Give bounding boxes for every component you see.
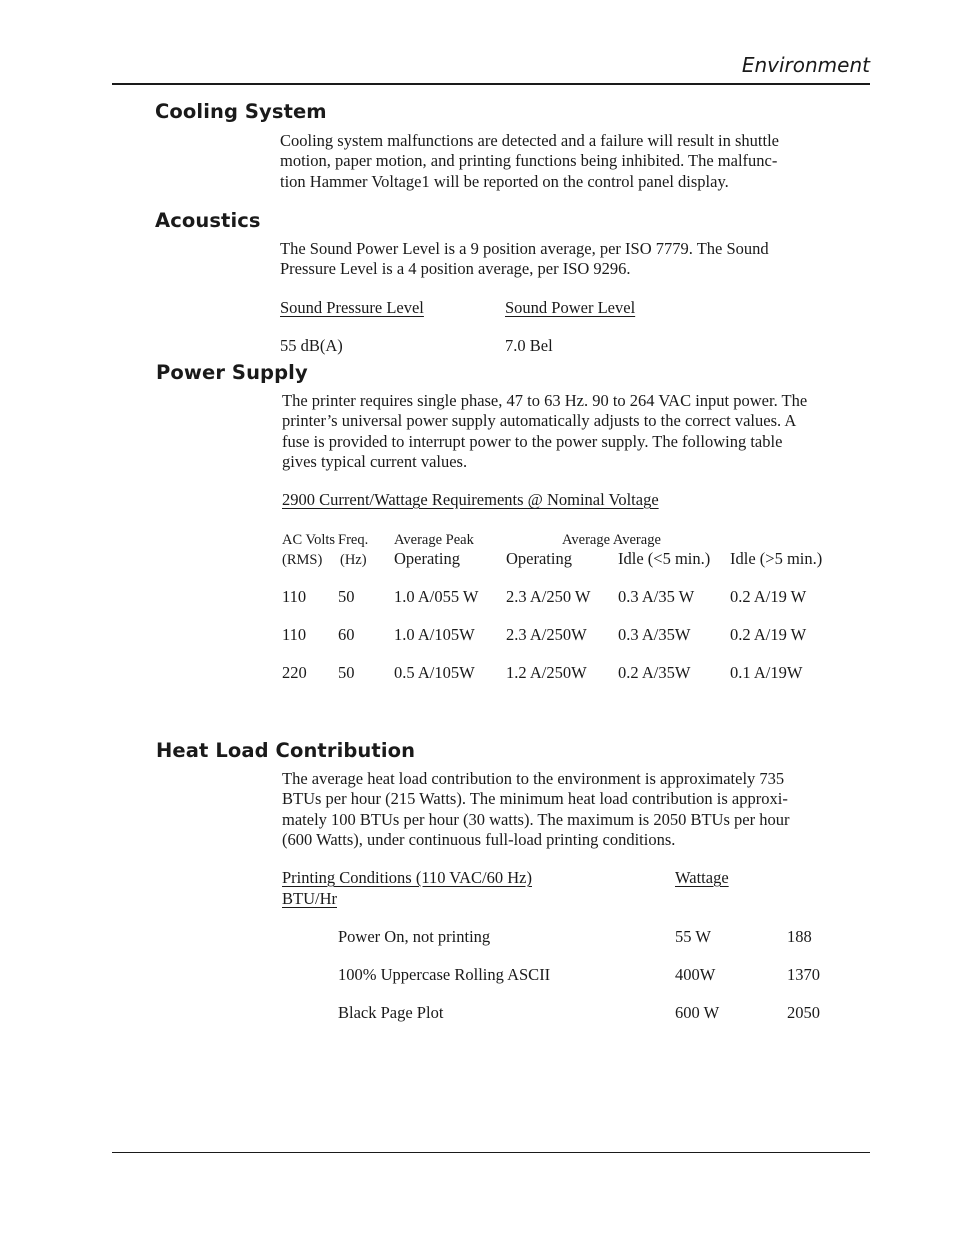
cooling-line: motion, paper motion, and printing functions being inhibited. The malfunc- bbox=[280, 151, 778, 171]
power-cell: 0.2 A/19 W bbox=[730, 625, 807, 644]
header-operating-1: Operating bbox=[394, 549, 460, 568]
power-line: printer’s universal power supply automatically adjusts to the correct values. A bbox=[282, 411, 797, 431]
header-rms: (RMS) bbox=[282, 552, 323, 568]
power-cell: 0.3 A/35 W bbox=[618, 587, 695, 606]
heat-cell: 55 W bbox=[675, 927, 711, 946]
acoustics-col1-value: 55 dB(A) bbox=[280, 336, 343, 355]
header-ac-volts: AC Volts bbox=[282, 532, 336, 548]
heat-line: (600 Watts), under continuous full-load printing conditions. bbox=[282, 830, 676, 850]
power-cell: 110 bbox=[282, 625, 307, 644]
power-cell: 0.2 A/35W bbox=[618, 663, 691, 682]
acoustics-col1-header: Sound Pressure Level bbox=[280, 298, 424, 317]
power-cell: 1.0 A/105W bbox=[394, 625, 475, 644]
header-freq: Freq. bbox=[338, 532, 369, 548]
acoustics-paragraph bbox=[280, 239, 769, 280]
power-table-title: 2900 Current/Wattage Requirements @ Nominal Voltage bbox=[282, 490, 659, 509]
acoustics-line: Pressure Level is a 4 position average, per ISO 9296. bbox=[280, 259, 631, 279]
header-average-peak: Average Peak bbox=[394, 532, 474, 548]
heat-cell: 100% Uppercase Rolling ASCII bbox=[338, 965, 551, 984]
heat-cell: 600 W bbox=[675, 1003, 720, 1022]
footer-rule bbox=[112, 1152, 870, 1153]
power-line: fuse is provided to interrupt power to the power supply. The following table bbox=[282, 431, 783, 451]
header-rule bbox=[112, 83, 870, 85]
heat-cell: 188 bbox=[787, 927, 812, 946]
power-cell: 50 bbox=[338, 663, 355, 682]
header-operating-2: Operating bbox=[506, 549, 572, 568]
heat-cell: Black Page Plot bbox=[338, 1003, 444, 1022]
heat-heading: Heat Load Contribution bbox=[156, 739, 416, 762]
acoustics-col2-value: 7.0 Bel bbox=[505, 336, 553, 355]
heat-cell: 2050 bbox=[787, 1003, 820, 1022]
heat-line: mately 100 BTUs per hour (30 watts). The maximum is 2050 BTUs per hour bbox=[282, 809, 790, 829]
cooling-heading: Cooling System bbox=[155, 100, 327, 123]
header-average-average: Average Average bbox=[562, 532, 661, 548]
power-cell: 0.5 A/105W bbox=[394, 663, 475, 682]
power-heading: Power Supply bbox=[156, 361, 308, 384]
power-paragraph bbox=[282, 391, 807, 473]
heat-line: The average heat load contribution to the environment is approximately 735 bbox=[282, 769, 785, 788]
heat-cell: Power On, not printing bbox=[338, 927, 491, 946]
power-cell: 1.0 A/055 W bbox=[394, 587, 479, 606]
power-cell: 1.2 A/250W bbox=[506, 663, 587, 682]
header-idle-gt5: Idle (>5 min.) bbox=[730, 549, 823, 568]
power-cell: 220 bbox=[282, 663, 307, 682]
power-cell: 0.3 A/35W bbox=[618, 625, 691, 644]
power-cell: 110 bbox=[282, 587, 307, 606]
power-line: The printer requires single phase, 47 to 63 Hz. 90 to 264 VAC input power. The bbox=[282, 391, 808, 410]
cooling-paragraph bbox=[280, 131, 779, 192]
heat-line: BTUs per hour (215 Watts). The minimum heat load contribution is approxi- bbox=[282, 789, 788, 809]
running-title: Environment bbox=[741, 53, 870, 77]
cooling-line: tion Hammer Voltage1 will be reported on the control panel display. bbox=[280, 171, 729, 191]
acoustics-heading: Acoustics bbox=[155, 209, 261, 232]
header-hz: (Hz) bbox=[340, 552, 367, 568]
power-cell: 50 bbox=[338, 587, 355, 606]
heat-cell: 400W bbox=[675, 965, 716, 984]
power-cell: 0.2 A/19 W bbox=[730, 587, 807, 606]
power-cell: 2.3 A/250W bbox=[506, 625, 587, 644]
heat-header-btu: BTU/Hr bbox=[282, 889, 337, 908]
cooling-line: Cooling system malfunctions are detected and a failure will result in shuttle bbox=[280, 131, 779, 150]
acoustics-line: The Sound Power Level is a 9 position average, per ISO 7779. The Sound bbox=[280, 239, 769, 258]
power-line: gives typical current values. bbox=[282, 452, 468, 472]
power-cell: 60 bbox=[338, 625, 355, 644]
power-cell: 0.1 A/19W bbox=[730, 663, 803, 682]
acoustics-col2-header: Sound Power Level bbox=[505, 298, 636, 317]
heat-paragraph bbox=[282, 769, 789, 851]
heat-cell: 1370 bbox=[787, 965, 820, 984]
heat-header-conditions: Printing Conditions (110 VAC/60 Hz) bbox=[282, 868, 532, 887]
header-idle-lt5: Idle (<5 min.) bbox=[618, 549, 711, 568]
heat-header-wattage: Wattage bbox=[675, 868, 729, 887]
power-cell: 2.3 A/250 W bbox=[506, 587, 591, 606]
